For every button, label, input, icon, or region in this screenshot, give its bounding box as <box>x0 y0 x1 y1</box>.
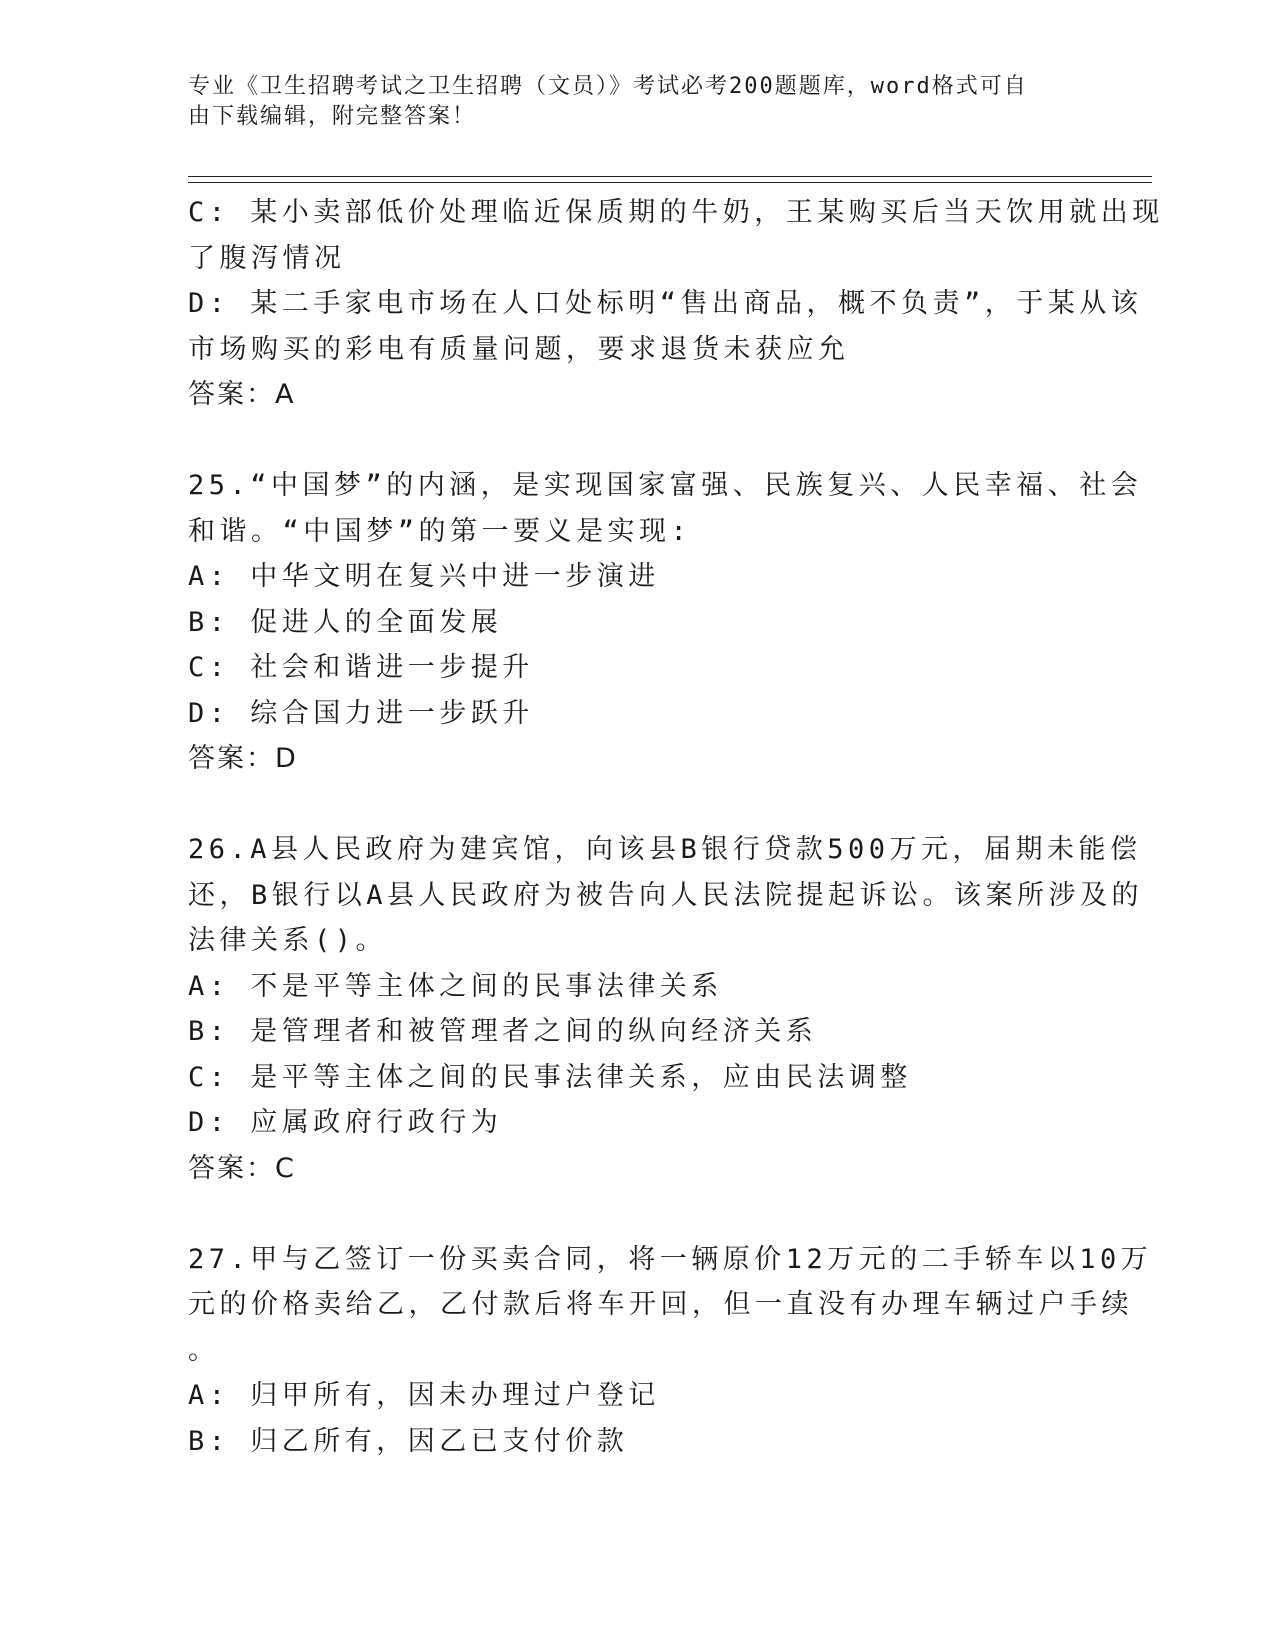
option-c-line-1: C: 某小卖部低价处理临近保质期的牛奶，王某购买后当天饮用就出现 <box>188 197 1164 228</box>
question-stem-line-2: 还，B银行以A县人民政府为被告向人民法院提起诉讼。该案所涉及的 <box>188 879 1144 911</box>
option-d-line-1: D: 某二手家电市场在人口处标明“售出商品，概不负责”，于某从该 <box>188 288 1143 319</box>
spacer <box>188 418 1088 464</box>
spacer <box>188 782 1088 828</box>
option-c-line-2: 了腹泻情况 <box>188 242 346 274</box>
option-c: C: 是平等主体之间的民事法律关系，应由民法调整 <box>188 1061 912 1093</box>
option-a: A: 归甲所有，因未办理过户登记 <box>188 1380 660 1411</box>
option-a: A: 不是平等主体之间的民事法律关系 <box>188 970 723 1002</box>
question-26 <box>188 827 1144 1191</box>
spacer <box>188 1191 1088 1237</box>
option-d: D: 综合国力进一步跃升 <box>188 697 534 729</box>
question-stem-line-2: 和谐。“中国梦”的第一要义是实现: <box>188 515 692 547</box>
option-b: B: 促进人的全面发展 <box>188 606 503 638</box>
question-24-tail <box>188 190 1164 418</box>
document-header <box>188 72 1068 132</box>
option-a: A: 中华文明在复兴中进一步演进 <box>188 561 660 592</box>
answer-24: 答案：A <box>188 379 296 410</box>
option-b: B: 是管理者和被管理者之间的纵向经济关系 <box>188 1016 818 1047</box>
question-stem-line-1: 27.甲与乙签订一份买卖合同，将一辆原价12万元的二手轿车以10万 <box>188 1243 1153 1275</box>
answer-25: 答案：D <box>188 743 298 774</box>
question-27 <box>188 1237 1153 1465</box>
document-body <box>188 190 1164 1464</box>
option-c: C: 社会和谐进一步提升 <box>188 652 534 683</box>
question-25 <box>188 463 1143 782</box>
question-stem-line-1: 26.A县人民政府为建宾馆，向该县B银行贷款500万元，届期未能偿 <box>188 834 1142 865</box>
question-stem-line-2: 元的价格卖给乙，乙付款后将车开回，但一直没有办理车辆过户手续 <box>188 1289 1133 1320</box>
question-stem-line-3: 。 <box>188 1334 220 1366</box>
option-b: B: 归乙所有，因乙已支付价款 <box>188 1425 629 1457</box>
answer-26: 答案：C <box>188 1152 296 1184</box>
question-stem-line-1: 25.“中国梦”的内涵，是实现国家富强、民族复兴、人民幸福、社会 <box>188 470 1143 501</box>
header-line-2: 由下载编辑，附完整答案！ <box>188 104 477 129</box>
header-rule-bottom <box>188 182 1152 183</box>
option-d: D: 应属政府行政行为 <box>188 1107 503 1138</box>
option-d-line-2: 市场购买的彩电有质量问题，要求退货未获应允 <box>188 333 850 365</box>
header-rule-top <box>188 176 1152 177</box>
header-line-1: 专业《卫生招聘考试之卫生招聘（文员）》考试必考200题题库，word格式可自 <box>188 74 1028 99</box>
question-stem-line-3: 法律关系()。 <box>188 925 388 956</box>
